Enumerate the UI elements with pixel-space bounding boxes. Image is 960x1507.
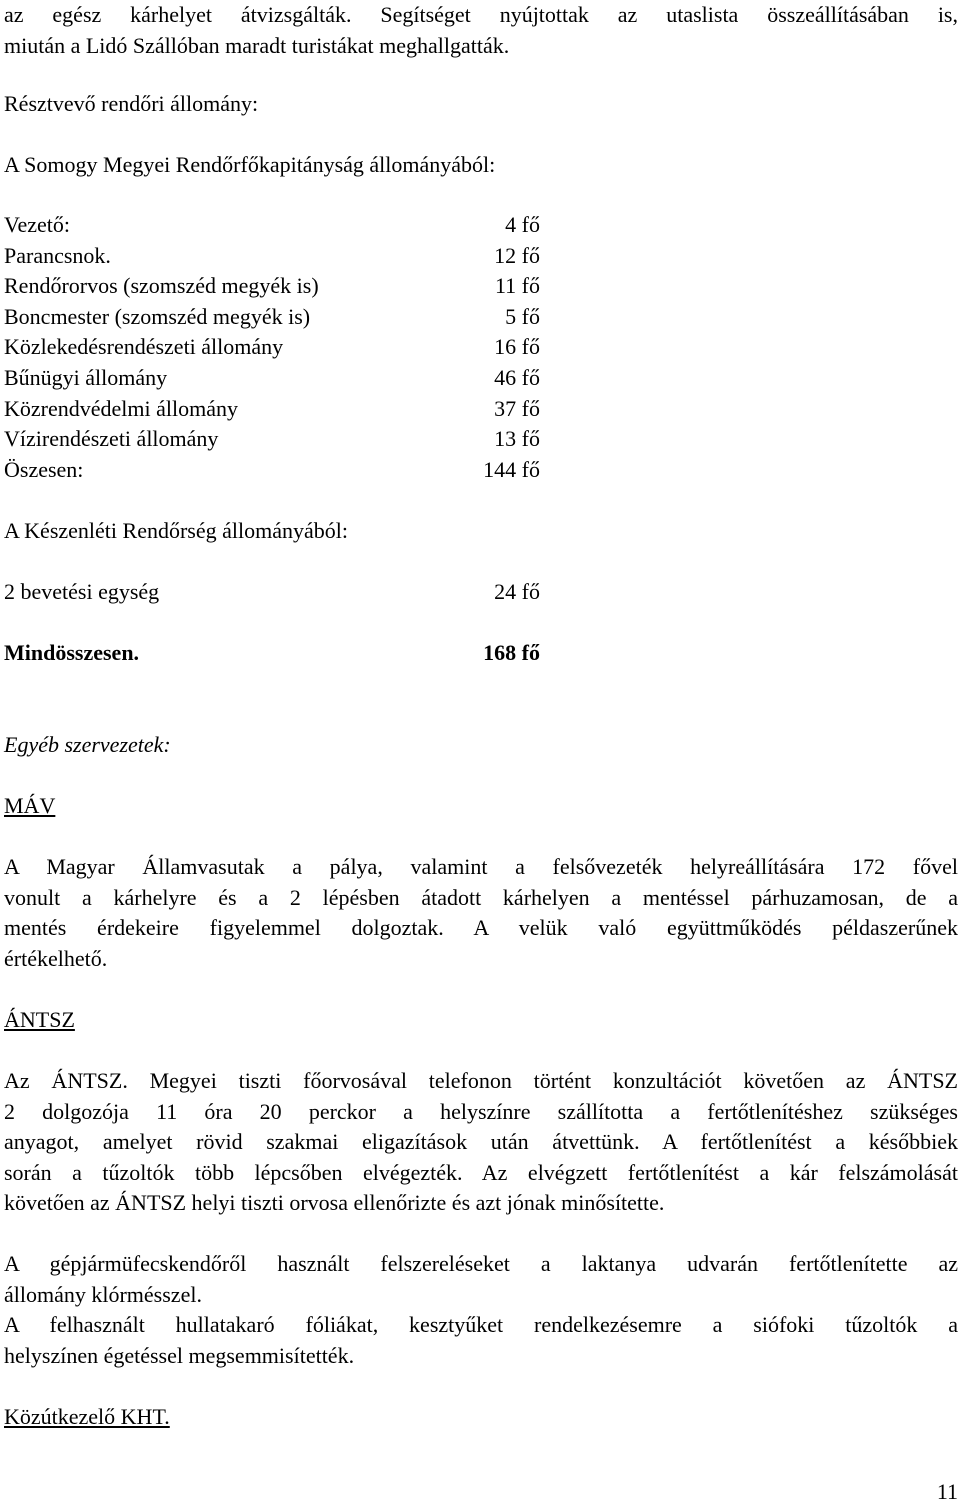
- staff-count: 13 fő: [494, 426, 540, 452]
- intro-paragraph: [4, 0, 958, 61]
- staff-label: Bűnügyi állomány: [4, 365, 168, 390]
- other-orgs-heading: Egyéb szervezetek:: [4, 732, 171, 757]
- keszenleti-heading: A Készenléti Rendőrség állományából:: [4, 518, 348, 543]
- antsz-heading: [4, 1005, 958, 1036]
- text-line: Az ÁNTSZ. Megyei tiszti főorvosával telefonon történt konzultációt követően az ÁNTSZ: [4, 1068, 958, 1093]
- mav-heading-text: MÁV: [4, 793, 56, 818]
- text-line: az egész kárhelyet átvizsgálták. Segítséget nyújtottak az utaslista összeállításában is,: [4, 2, 958, 27]
- staff-count: 16 fő: [494, 334, 540, 360]
- grand-total-label: Mindösszesen.: [4, 640, 140, 665]
- staff-label: Boncmester (szomszéd megyék is): [4, 303, 311, 329]
- staff-row: [4, 577, 540, 608]
- text-line: követően az ÁNTSZ helyi tiszti orvosa ellenőrizte és azt jónak minősítette.: [4, 1190, 665, 1216]
- staff-label: 2 bevetési egység: [4, 579, 160, 604]
- staff-count: 144 fő: [483, 456, 540, 482]
- grand-total-row: [4, 638, 540, 669]
- staff-count: 11 fő: [494, 273, 540, 299]
- staff-row: [4, 302, 540, 333]
- staff-label: Közrendvédelmi állomány: [4, 395, 238, 421]
- staff-label: Parancsnok.: [4, 242, 111, 268]
- staff-label: Vízirendészeti állomány: [4, 426, 219, 452]
- kozutkezelo-heading: [4, 1402, 958, 1433]
- antsz-heading-text: ÁNTSZ: [4, 1007, 75, 1032]
- participants-heading: Résztvevő rendőri állomány:: [4, 91, 259, 116]
- staff-count: 5 fő: [505, 303, 540, 329]
- staff-row: [4, 424, 540, 455]
- mav-paragraph: [4, 852, 958, 974]
- staff-count: 46 fő: [494, 365, 540, 390]
- staff-row: [4, 394, 540, 425]
- text-line: állomány klórmésszel.: [4, 1281, 202, 1307]
- somogy-heading: A Somogy Megyei Rendőrfőkapitányság állományából:: [4, 152, 496, 177]
- staff-row: [4, 363, 540, 394]
- staff-count: 24 fő: [494, 579, 540, 604]
- staff-label: Közlekedésrendészeti állomány: [4, 334, 284, 360]
- text-line: helyszínen égetéssel megsemmisítették.: [4, 1342, 355, 1368]
- staff-label: Vezető:: [4, 212, 70, 237]
- staff-row: [4, 332, 540, 363]
- mav-heading: [4, 791, 958, 822]
- antsz-paragraph-2: [4, 1249, 958, 1310]
- text-line: során a tűzoltók több lépcsőben elvégezték. Az elvégzett fertőtlenítést a kár felszámolását: [4, 1159, 958, 1185]
- staff-row: [4, 241, 540, 272]
- kozutkezelo-heading-text: Közútkezelő KHT.: [4, 1404, 170, 1429]
- antsz-paragraph-3: [4, 1310, 958, 1371]
- grand-total-count: 168 fő: [483, 640, 540, 665]
- text-line: vonult a kárhelyre és a 2 lépésben átadott kárhelyen a mentéssel párhuzamosan, de a: [4, 884, 958, 910]
- text-line: értékelhető.: [4, 945, 108, 971]
- staff-label: Rendőrorvos (szomszéd megyék is): [4, 273, 319, 299]
- text-line: 2 dolgozója 11 óra 20 perckor a helyszínre szállította a fertőtlenítéshez szükséges: [4, 1098, 958, 1124]
- page-number: 11: [936, 1479, 958, 1504]
- text-line: A felhasznált hullatakaró fóliákat, kesztyűket rendelkezésemre a siófoki tűzoltók a: [4, 1312, 958, 1337]
- text-line: mentés érdekeire figyelemmel dolgoztak. A velük való együttműködés példaszerűnek: [4, 915, 958, 941]
- staff-count: 12 fő: [494, 242, 540, 268]
- staff-count: 4 fő: [505, 212, 540, 237]
- staff-total-row: [4, 455, 540, 486]
- staff-label: Öszesen:: [4, 456, 84, 482]
- text-line: anyagot, amelyet rövid szakmai eligazítások után átvettünk. A fertőtlenítést a későbbiek: [4, 1129, 958, 1155]
- staff-count: 37 fő: [494, 395, 540, 421]
- text-line: A gépjármüfecskendőről használt felszereléseket a laktanya udvarán fertőtlenítette az: [4, 1251, 958, 1276]
- staff-row: [4, 210, 540, 241]
- text-line: miután a Lidó Szállóban maradt turistákat meghallgatták.: [4, 32, 510, 58]
- antsz-paragraph-1: [4, 1066, 958, 1219]
- text-line: A Magyar Államvasutak a pálya, valamint a felsővezeték helyreállítására 172 fővel: [4, 854, 958, 879]
- staff-row: [4, 271, 540, 302]
